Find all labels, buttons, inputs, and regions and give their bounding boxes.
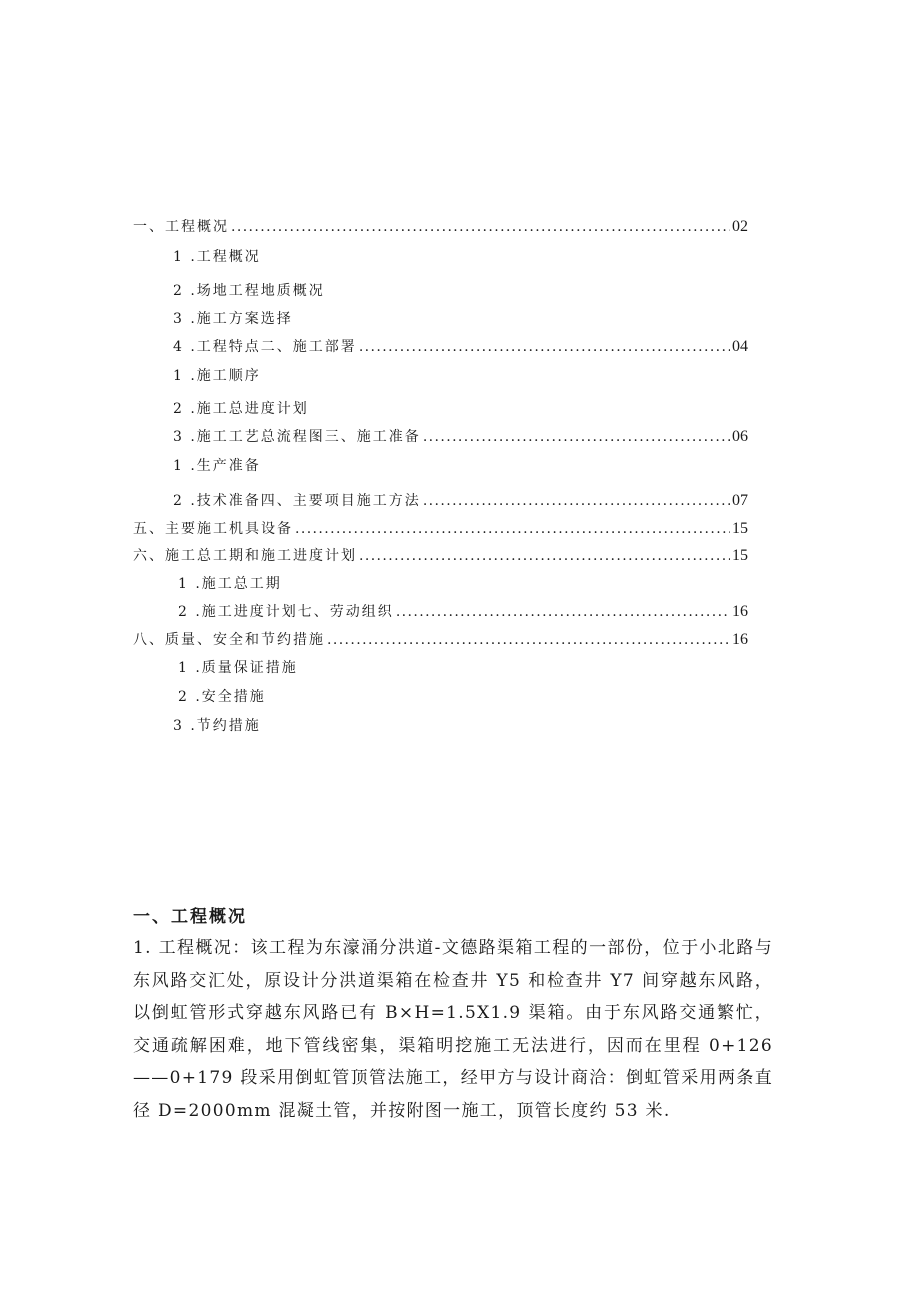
toc-entry-label: 一、工程概况 <box>133 219 229 235</box>
overview-paragraph: 1. 工程概况：该工程为东濠涌分洪道-文德路渠箱工程的一部份，位于小北路与东风路交汇处，原设计分洪道渠箱在检查井 Y5 和检查井 Y7 间穿越东风路，以倒虹管形式穿越东风路已有 B×H=1.5X1.9 渠箱。由于东风路交通繁忙，交通疏解困难，地下管线密集，渠箱明挖施工无法进行，因而在里程 0+126——0+179 段采用倒虹管顶管法施工，经甲方与设计商洽：倒虹管采用两条直径 D=2000mm 混凝土管，并按附图一施工，顶管长度约 53 米. <box>133 938 773 1121</box>
toc-leader-dots <box>231 219 730 235</box>
toc-entry-label: 2 .技术准备四、主要项目施工方法 <box>173 493 421 509</box>
toc-entry[interactable] <box>173 490 748 510</box>
toc-entry[interactable] <box>178 686 266 706</box>
project-overview-section <box>133 902 773 1127</box>
toc-entry-page: 15 <box>732 520 748 537</box>
toc-leader-dots <box>359 548 730 564</box>
toc-entry[interactable] <box>173 398 309 418</box>
toc-entry-label: 1 .施工顺序 <box>173 368 261 384</box>
toc-leader-dots <box>295 521 730 537</box>
toc-entry[interactable] <box>133 629 748 649</box>
toc-entry[interactable] <box>133 518 748 538</box>
toc-leader-dots <box>396 604 730 620</box>
toc-entry[interactable] <box>178 657 298 677</box>
toc-entry-page: 15 <box>732 547 748 564</box>
toc-leader-dots <box>327 632 730 648</box>
toc-entry[interactable] <box>173 715 261 735</box>
toc-entry-label: 2 .场地工程地质概况 <box>173 283 325 299</box>
toc-entry-page: 04 <box>732 338 748 355</box>
toc-entry-label: 2 .施工总进度计划 <box>173 401 309 417</box>
toc-leader-dots <box>359 339 730 355</box>
toc-entry-label: 3 .节约措施 <box>173 718 261 734</box>
toc-entry-page: 02 <box>732 218 748 235</box>
toc-entry[interactable] <box>178 601 748 621</box>
toc-entry-label: 1 .生产准备 <box>173 458 261 474</box>
toc-leader-dots <box>423 493 730 509</box>
toc-entry[interactable] <box>178 573 282 593</box>
toc-entry-label: 3 .施工工艺总流程图三、施工准备 <box>173 429 421 445</box>
toc-entry-label: 六、施工总工期和施工进度计划 <box>133 548 357 564</box>
toc-entry[interactable] <box>173 308 293 328</box>
toc-entry[interactable] <box>173 365 261 385</box>
toc-entry-page: 16 <box>732 603 748 620</box>
toc-entry-label: 4 .工程特点二、施工部署 <box>173 339 357 355</box>
toc-entry-label: 五、主要施工机具设备 <box>133 521 293 537</box>
toc-entry[interactable] <box>133 545 748 565</box>
toc-entry-label: 3 .施工方案选择 <box>173 311 293 327</box>
toc-entry-page: 16 <box>732 631 748 648</box>
section-heading: 一、工程概况 <box>133 907 247 927</box>
toc-entry[interactable] <box>173 455 261 475</box>
toc-entry-label: 2 .施工进度计划七、劳动组织 <box>178 604 394 620</box>
toc-entry-page: 07 <box>732 492 748 509</box>
toc-entry-label: 八、质量、安全和节约措施 <box>133 632 325 648</box>
toc-leader-dots <box>423 429 730 445</box>
toc-entry[interactable] <box>173 426 748 446</box>
toc-entry[interactable] <box>173 280 325 300</box>
toc-entry-label: 1 .施工总工期 <box>178 576 282 592</box>
toc-entry[interactable] <box>173 336 748 356</box>
toc-entry-label: 1 .质量保证措施 <box>178 660 298 676</box>
toc-entry[interactable] <box>133 216 748 236</box>
toc-entry[interactable] <box>173 246 261 266</box>
toc-entry-label: 1 .工程概况 <box>173 249 261 265</box>
toc-entry-label: 2 .安全措施 <box>178 689 266 705</box>
toc-entry-page: 06 <box>732 428 748 445</box>
